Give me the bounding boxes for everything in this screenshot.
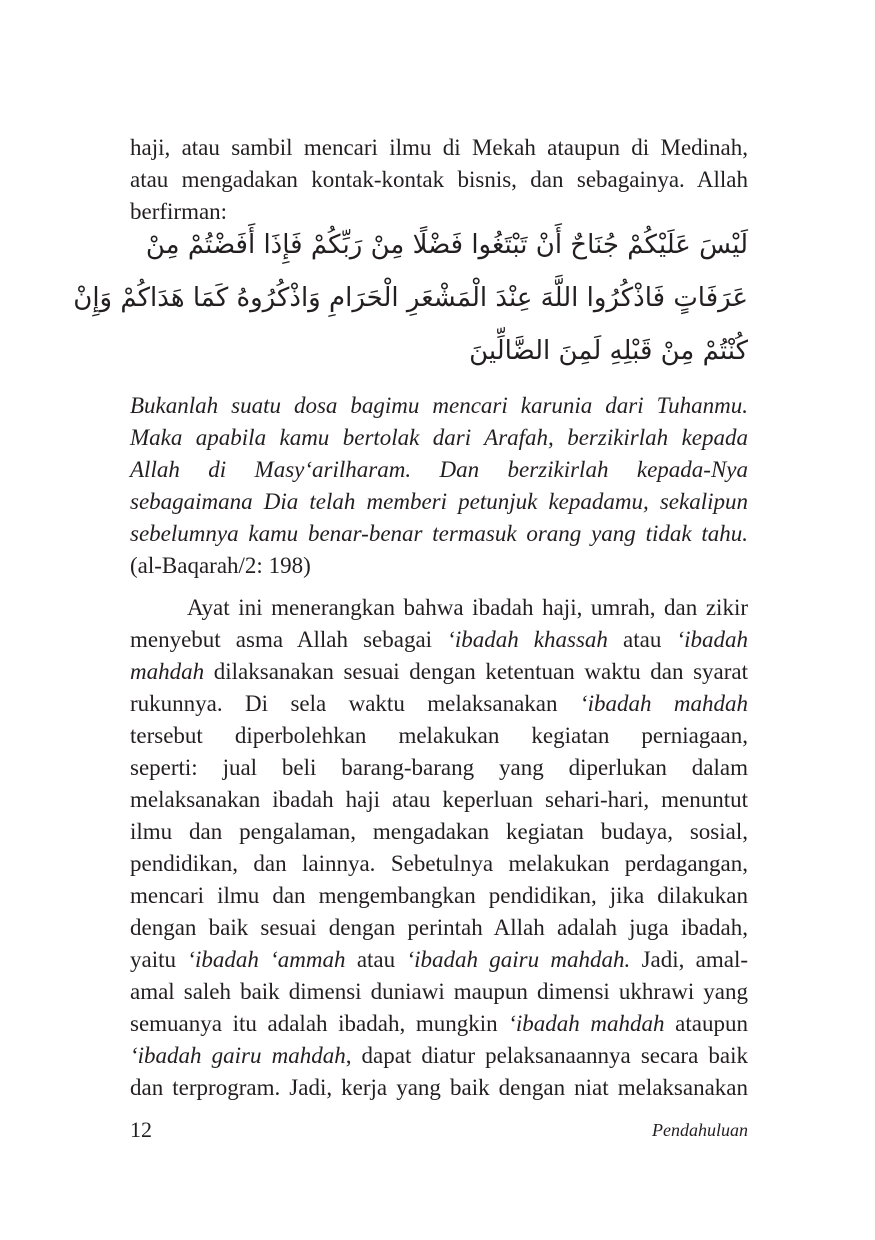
text-line: Ayat ini menerangkan bahwa ibadah haji, umrah, dan zikir [187, 595, 748, 620]
translation-line: Allah di Masy‘arilharam. Dan berzikirlah kepada-Nya [130, 457, 748, 482]
italic-term: ‘ibadah khassah [447, 627, 608, 652]
text-segment: semuanya itu adalah ibadah, mungkin [130, 1011, 509, 1036]
italic-term: ‘ibadah [676, 627, 748, 652]
arabic-line: لَيْسَ عَلَيْكُمْ جُنَاحٌ أَنْ تَبْتَغُوا فَضْلًا مِنْ رَبِّكُمْ فَإِذَا أَفَضْتُمْ مِنْ [145, 230, 748, 260]
text-line: atau mengadakan kontak-kontak bisnis, dan sebagainya. Allah [130, 167, 748, 192]
text-line [130, 1040, 748, 1072]
running-title: Pendahuluan [652, 1120, 748, 1140]
text-line [130, 688, 748, 720]
arabic-line: كُنْتُمْ مِنْ قَبْلِهِ لَمِنَ الضَّالِّينَ [469, 336, 748, 366]
text-segment: atau [345, 947, 407, 972]
text-segment: menyebut asma Allah sebagai [130, 627, 448, 652]
text-line: berfirman: [130, 199, 228, 224]
text-line: tersebut diperbolehkan melakukan kegiatan perniagaan, [130, 723, 748, 748]
text-segment: yaitu [130, 947, 188, 972]
italic-term: mahdah [130, 659, 205, 684]
text-line: amal saleh baik dimensi duniawi maupun dimensi ukhrawi yang [130, 979, 748, 1004]
verse-translation [130, 390, 748, 582]
paragraph-2 [130, 592, 748, 1104]
text-segment: atau [607, 627, 677, 652]
text-line: dan terprogram. Jadi, kerja yang baik dengan niat melaksanakan [130, 1075, 748, 1100]
text-line: melaksanakan ibadah haji atau keperluan sehari-hari, menuntut [130, 787, 748, 812]
text-segment: dilaksanakan sesuai dengan ketentuan waktu dan syarat [204, 659, 748, 684]
italic-term: ‘ibadah ‘ammah [187, 947, 346, 972]
translation-line: Maka apabila kamu bertolak dari Arafah, berzikirlah kepada [130, 425, 748, 450]
italic-term: ‘ibadah gairu mahdah [130, 1043, 346, 1068]
page-footer [130, 1114, 748, 1146]
text-line: seperti: jual beli barang-barang yang diperlukan dalam [130, 755, 748, 780]
translation-line: sebagaimana Dia telah memberi petunjuk kepadamu, sekalipun [130, 489, 748, 514]
text-segment: rukunnya. Di sela waktu melaksanakan [130, 691, 580, 716]
paragraph-1 [130, 132, 748, 228]
text-line: dengan baik sesuai dengan perintah Allah adalah juga ibadah, [130, 915, 748, 940]
text-segment: Jadi, amal- [630, 947, 749, 972]
text-line: mencari ilmu dan mengembangkan pendidikan, jika dilakukan [130, 883, 748, 908]
text-line: pendidikan, dan lainnya. Sebetulnya melakukan perdagangan, [130, 851, 748, 876]
italic-term: ‘ibadah mahdah [508, 1011, 665, 1036]
translation-line: sebelumnya kamu benar-benar termasuk orang yang tidak tahu. [130, 521, 748, 546]
text-line: haji, atau sambil mencari ilmu di Mekah ataupun di Medinah, [130, 135, 748, 160]
text-line: ilmu dan pengalaman, mengadakan kegiatan budaya, sosial, [130, 819, 748, 844]
text-line [130, 624, 748, 656]
text-segment: , dapat diatur pelaksanaannya secara baik [345, 1043, 748, 1068]
page-number: 12 [130, 1117, 152, 1142]
text-line [130, 656, 748, 688]
translation-line: Bukanlah suatu dosa bagimu mencari karunia dari Tuhanmu. [130, 393, 748, 418]
text-line [130, 1008, 748, 1040]
italic-term: ‘ibadah gairu mahdah. [406, 947, 631, 972]
verse-citation: (al-Baqarah/2: 198) [130, 553, 311, 578]
text-segment: ataupun [664, 1011, 748, 1036]
arabic-line: عَرَفَاتٍ فَاذْكُرُوا اللَّهَ عِنْدَ الْمَشْعَرِ الْحَرَامِ وَاذْكُرُوهُ كَمَا هَدَاكُمْ وَإِنْ [73, 283, 748, 313]
quran-verse-arabic [73, 219, 748, 378]
text-line [130, 944, 748, 976]
italic-term: ‘ibadah mahdah [579, 691, 748, 716]
